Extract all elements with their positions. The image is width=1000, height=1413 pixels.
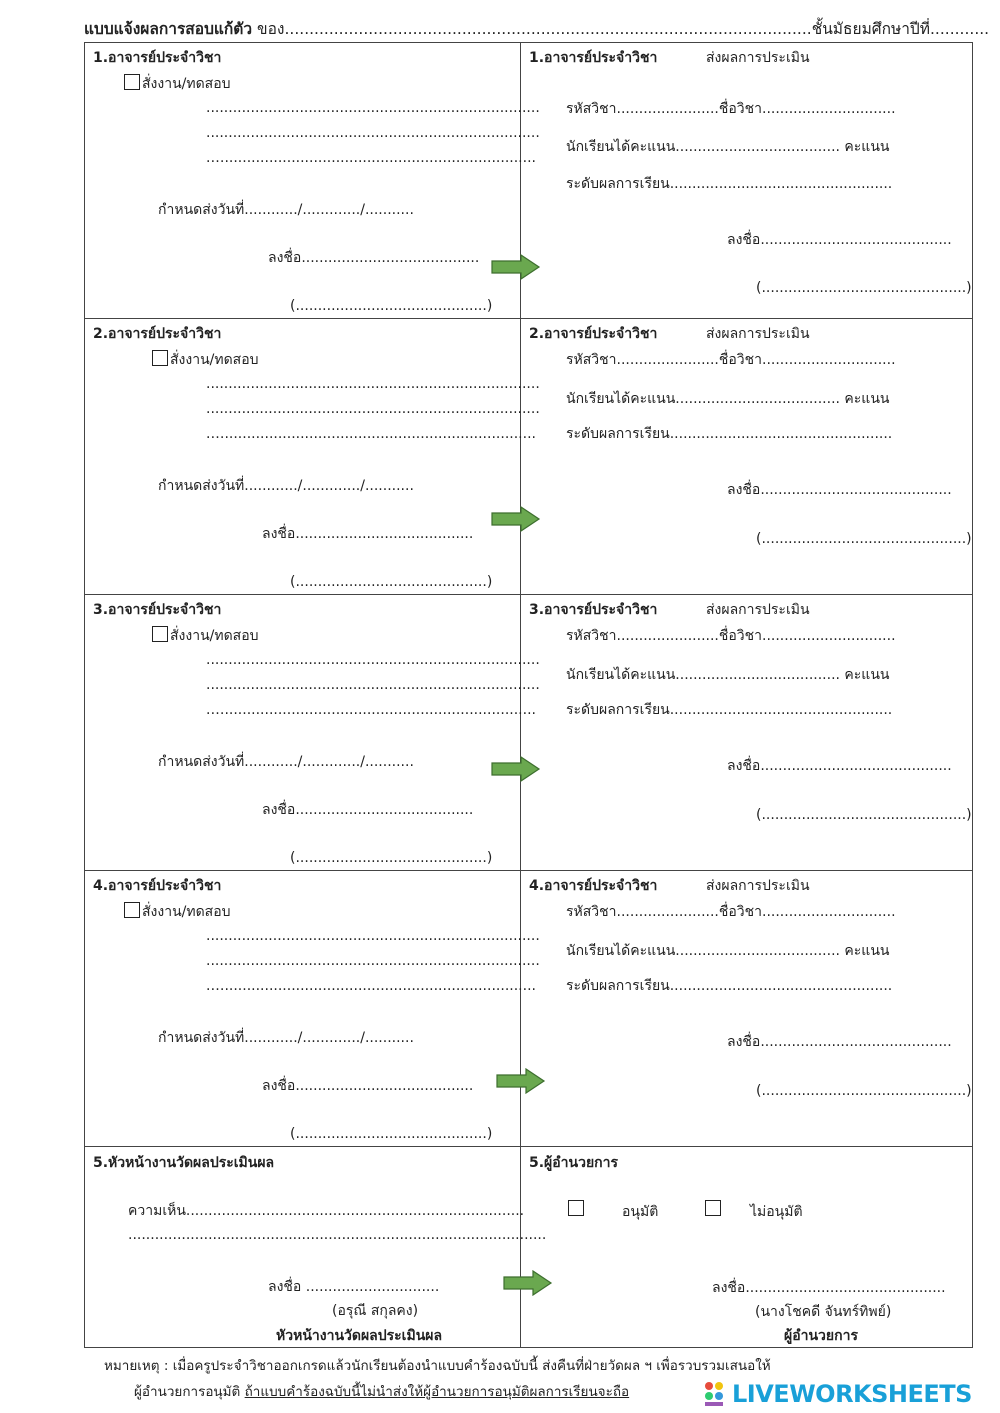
assignment-line[interactable]: ........................................................................... bbox=[206, 100, 540, 116]
assignment-line[interactable]: .…...................................................................... bbox=[206, 150, 536, 166]
checkbox[interactable] bbox=[124, 74, 140, 90]
grade-label: ชั้นมัธยมศึกษาปีที่ bbox=[811, 20, 930, 38]
director-sign-field[interactable]: ลงชื่อ............................................. bbox=[712, 1280, 946, 1296]
teacher-heading: 4.อาจารย์ประจำวิชา bbox=[93, 878, 222, 894]
teacher-name-field[interactable]: (...........................................) bbox=[290, 1126, 493, 1142]
evaluator-name-field[interactable]: (..............................................) bbox=[756, 1083, 972, 1099]
result-subheading: ส่งผลการประเมิน bbox=[706, 50, 810, 66]
evaluator-name-field[interactable]: (..............................................) bbox=[756, 807, 972, 823]
checkbox[interactable] bbox=[152, 350, 168, 366]
form-title bbox=[84, 16, 989, 41]
assignment-line[interactable]: ........................................................................... bbox=[206, 677, 540, 693]
subject-code-field[interactable]: รหัสวิชา.......................ชื่อวิชา.............................. bbox=[566, 628, 896, 644]
arrow-right-icon bbox=[491, 254, 541, 280]
teacher-sign-field[interactable]: ลงชื่อ........................................ bbox=[268, 250, 480, 266]
checkbox[interactable] bbox=[152, 626, 168, 642]
due-date-field[interactable]: กำหนดส่งวันที่............/............./........... bbox=[158, 754, 414, 770]
checkbox-label: สั่งงาน/ทดสอบ bbox=[170, 628, 259, 644]
row-divider bbox=[84, 870, 973, 871]
assignment-line[interactable]: ........................................................................... bbox=[206, 953, 540, 969]
head-of-evaluation-heading: 5.หัวหน้างานวัดผลประเมินผล bbox=[93, 1155, 275, 1171]
grade-level-field[interactable]: ระดับผลการเรียน.................................................. bbox=[566, 176, 893, 192]
grade-line[interactable]: ............ bbox=[929, 20, 990, 38]
assignment-line[interactable]: .…...................................................................... bbox=[206, 702, 536, 718]
due-date-field[interactable]: กำหนดส่งวันที่............/............./........... bbox=[158, 478, 414, 494]
evaluator-sign-field[interactable]: ลงชื่อ........................................... bbox=[727, 1034, 952, 1050]
arrow-right-icon bbox=[491, 756, 541, 782]
assignment-line[interactable]: ........................................................................... bbox=[206, 376, 540, 392]
result-subheading: ส่งผลการประเมิน bbox=[706, 602, 810, 618]
teacher-heading: 1.อาจารย์ประจำวิชา bbox=[93, 50, 222, 66]
checkbox-label: สั่งงาน/ทดสอบ bbox=[142, 904, 231, 920]
approve-label: อนุมัติ bbox=[622, 1204, 659, 1220]
title-text: แบบแจ้งผลการสอบแก้ตัว bbox=[84, 20, 253, 38]
director-position: ผู้อำนวยการ bbox=[784, 1328, 858, 1344]
score-field[interactable]: นักเรียนได้คะแนน..................................... คะแนน bbox=[566, 139, 890, 155]
teacher-name-field[interactable]: (...........................................) bbox=[290, 574, 493, 590]
due-date-field[interactable]: กำหนดส่งวันที่............/............./........... bbox=[158, 1030, 414, 1046]
due-date-field[interactable]: กำหนดส่งวันที่............/............./........... bbox=[158, 202, 414, 218]
teacher-heading: 3.อาจารย์ประจำวิชา bbox=[93, 602, 222, 618]
result-subheading: ส่งผลการประเมิน bbox=[706, 878, 810, 894]
checkbox[interactable] bbox=[124, 902, 140, 918]
row-divider bbox=[84, 594, 973, 595]
note-line-1: หมายเหตุ : เมื่อครูประจำวิชาออกเกรดแล้วนักเรียนต้องนำแบบคำร้องฉบับนี้ ส่งคืนที่ฝ่ายวัดผล ฯ เพื่อรวบรวมเสนอให้ bbox=[104, 1358, 771, 1374]
assignment-line[interactable]: ........................................................................... bbox=[206, 125, 540, 141]
teacher-sign-field[interactable]: ลงชื่อ........................................ bbox=[262, 1078, 474, 1094]
teacher-sign-field[interactable]: ลงชื่อ........................................ bbox=[262, 802, 474, 818]
evaluator-sign-field[interactable]: ลงชื่อ........................................... bbox=[727, 758, 952, 774]
approve-checkbox[interactable] bbox=[568, 1200, 584, 1216]
evaluation-head-name: (อรุณี สกุลคง) bbox=[332, 1303, 419, 1319]
assignment-line[interactable]: ........................................................................... bbox=[206, 652, 540, 668]
evaluation-head-position: หัวหน้างานวัดผลประเมินผล bbox=[276, 1328, 443, 1344]
liveworksheets-logo-icon bbox=[703, 1380, 727, 1408]
score-field[interactable]: นักเรียนได้คะแนน..................................... คะแนน bbox=[566, 943, 890, 959]
evaluator-name-field[interactable]: (..............................................) bbox=[756, 280, 972, 296]
row-divider bbox=[84, 318, 973, 319]
disapprove-checkbox[interactable] bbox=[705, 1200, 721, 1216]
evaluator-name-field[interactable]: (..............................................) bbox=[756, 531, 972, 547]
disapprove-label: ไม่อนุมัติ bbox=[750, 1204, 803, 1220]
score-field[interactable]: นักเรียนได้คะแนน..................................... คะแนน bbox=[566, 391, 890, 407]
column-divider bbox=[520, 42, 521, 1348]
watermark-text: LIVEWORKSHEETS bbox=[732, 1380, 972, 1408]
arrow-right-icon bbox=[496, 1068, 546, 1094]
director-heading: 5.ผู้อำนวยการ bbox=[529, 1155, 619, 1171]
grade-level-field[interactable]: ระดับผลการเรียน.................................................. bbox=[566, 702, 893, 718]
opinion-field[interactable]: ความเห็น............................................................................ bbox=[128, 1203, 525, 1219]
assignment-line[interactable]: ........................................................................... bbox=[206, 928, 540, 944]
result-heading: 4.อาจารย์ประจำวิชา bbox=[529, 878, 658, 894]
result-heading: 3.อาจารย์ประจำวิชา bbox=[529, 602, 658, 618]
result-heading: 1.อาจารย์ประจำวิชา bbox=[529, 50, 658, 66]
teacher-sign-field[interactable]: ลงชื่อ........................................ bbox=[262, 526, 474, 542]
grade-level-field[interactable]: ระดับผลการเรียน.................................................. bbox=[566, 978, 893, 994]
note-line-2 bbox=[134, 1380, 629, 1402]
evaluator-sign-field[interactable]: ลงชื่อ........................................... bbox=[727, 232, 952, 248]
student-name-line[interactable]: ........................................................................................................... bbox=[284, 20, 812, 38]
assignment-checkbox-row[interactable] bbox=[124, 901, 231, 923]
note-line-2-text: ผู้อำนวยการอนุมัติ bbox=[134, 1384, 245, 1400]
subject-code-field[interactable]: รหัสวิชา.......................ชื่อวิชา.............................. bbox=[566, 101, 896, 117]
assignment-line[interactable]: ........................................................................... bbox=[206, 401, 540, 417]
teacher-name-field[interactable]: (...........................................) bbox=[290, 298, 493, 314]
note-line-2-underlined: ถ้าแบบคำร้องฉบับนี้ไม่นำส่งให้ผู้อำนวยการอนุมัติผลการเรียนจะถือ bbox=[244, 1384, 630, 1400]
arrow-right-icon bbox=[503, 1270, 553, 1296]
opinion-field-line2[interactable]: .............................................................................................. bbox=[128, 1227, 547, 1243]
subject-code-field[interactable]: รหัสวิชา.......................ชื่อวิชา.............................. bbox=[566, 904, 896, 920]
assignment-checkbox-row[interactable] bbox=[152, 625, 259, 647]
assignment-line[interactable]: .…...................................................................... bbox=[206, 426, 536, 442]
director-name: (นางโชคดี จันทร์ทิพย์) bbox=[755, 1304, 892, 1320]
assignment-checkbox-row[interactable] bbox=[124, 73, 231, 95]
checkbox-label: สั่งงาน/ทดสอบ bbox=[170, 352, 259, 368]
evaluator-sign-field[interactable]: ลงชื่อ........................................... bbox=[727, 482, 952, 498]
result-heading: 2.อาจารย์ประจำวิชา bbox=[529, 326, 658, 342]
score-field[interactable]: นักเรียนได้คะแนน..................................... คะแนน bbox=[566, 667, 890, 683]
assignment-line[interactable]: .…...................................................................... bbox=[206, 978, 536, 994]
grade-level-field[interactable]: ระดับผลการเรียน.................................................. bbox=[566, 426, 893, 442]
teacher-name-field[interactable]: (...........................................) bbox=[290, 850, 493, 866]
teacher-heading: 2.อาจารย์ประจำวิชา bbox=[93, 326, 222, 342]
result-subheading: ส่งผลการประเมิน bbox=[706, 326, 810, 342]
row-divider bbox=[84, 1146, 973, 1147]
arrow-right-icon bbox=[491, 506, 541, 532]
checkbox-label: สั่งงาน/ทดสอบ bbox=[142, 76, 231, 92]
evaluation-sign-field[interactable]: ลงชื่อ .............................. bbox=[268, 1279, 440, 1295]
assignment-checkbox-row[interactable] bbox=[152, 349, 259, 371]
title-of: ของ bbox=[257, 20, 285, 38]
subject-code-field[interactable]: รหัสวิชา.......................ชื่อวิชา.............................. bbox=[566, 352, 896, 368]
